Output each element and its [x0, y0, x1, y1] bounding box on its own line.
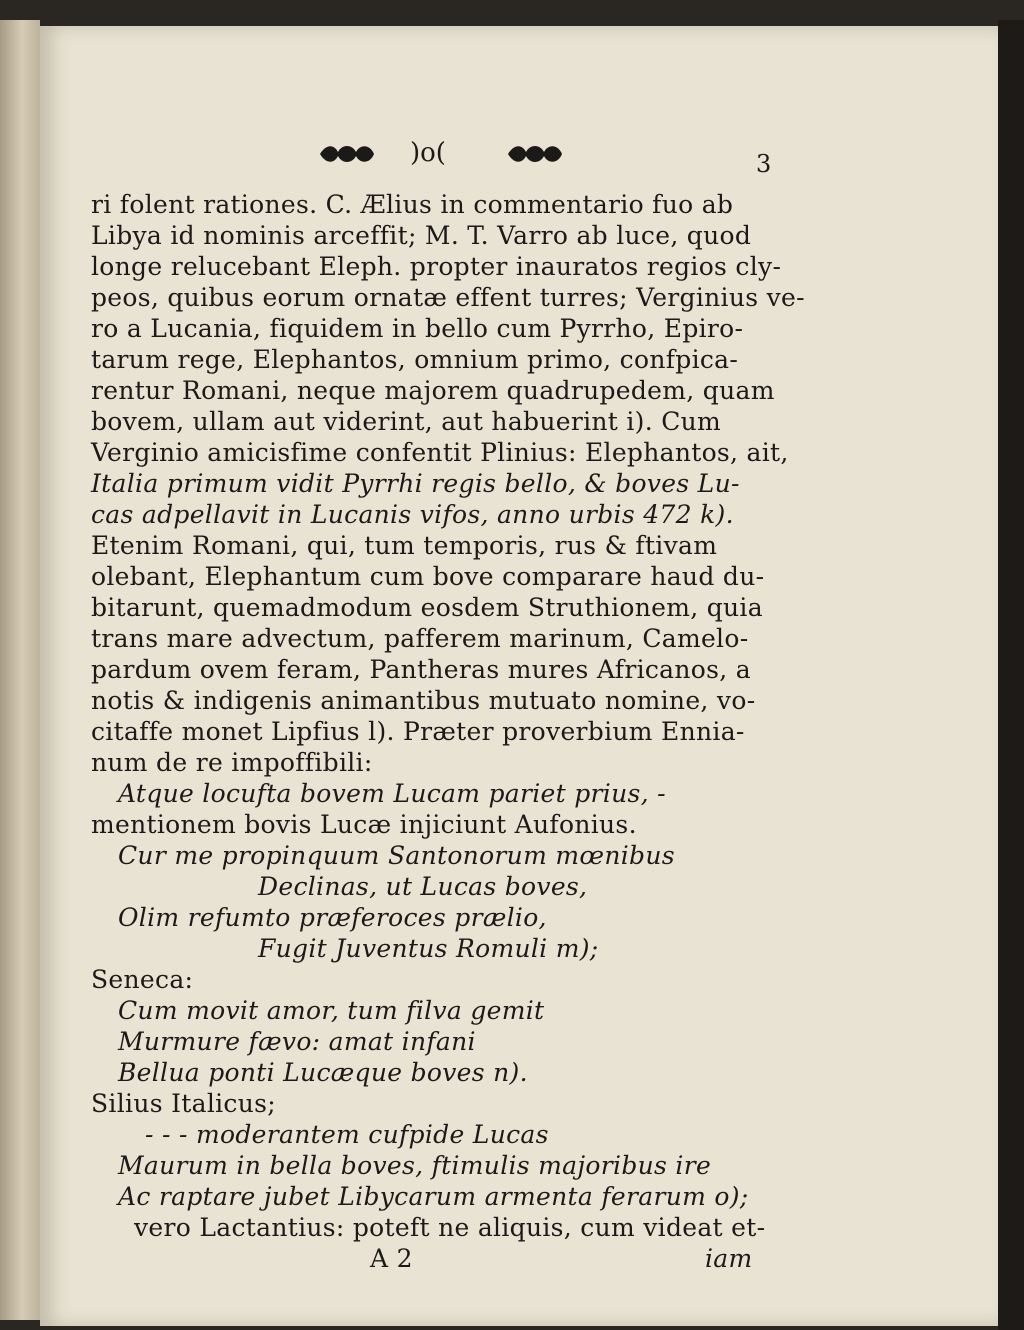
text-line: bovem, ullam aut viderint, aut habuerint i). Cum: [91, 407, 722, 436]
verse-line: Ac raptare jubet Libycarum armenta ferarum o);: [118, 1182, 749, 1211]
text-line: rentur Romani, neque majorem quadrupedem, quam: [91, 376, 775, 405]
verse-line: Cum movit amor, tum filva gemit: [118, 996, 545, 1025]
verse-line: Fugit Juventus Romuli m);: [258, 934, 599, 963]
verse-line: Maurum in bella boves, ftimulis majoribus ire: [118, 1151, 712, 1180]
text-line: Etenim Romani, qui, tum temporis, rus & ftivam: [91, 531, 718, 560]
text-line: peos, quibus eorum ornatæ effent turres; Verginius ve-: [91, 283, 805, 312]
verse-line: Atque locufta bovem Lucam pariet prius, -: [118, 779, 666, 808]
verse-line: - - - moderantem cufpide Lucas: [145, 1120, 549, 1149]
verse-line: Bellua ponti Lucæque boves n).: [118, 1058, 528, 1087]
text-line: vero Lactantius: poteft ne aliquis, cum videat et-: [134, 1213, 766, 1242]
text-line: olebant, Elephantum cum bove comparare haud du-: [91, 562, 765, 591]
ornament-right-icon: [506, 142, 564, 166]
verse-line: Cur me propinquum Santonorum mœnibus: [118, 841, 675, 870]
text-line: pardum ovem feram, Pantheras mures Africanos, a: [91, 655, 751, 684]
left-page-edge: [0, 20, 40, 1320]
text-line: Libya id nominis arceffit; M. T. Varro ab luce, quod: [91, 221, 752, 250]
text-line: mentionem bovis Lucæ injiciunt Aufonius.: [91, 810, 637, 839]
text-line: num de re impoffibili:: [91, 748, 373, 777]
text-line: trans mare advectum, pafferem marinum, Camelo-: [91, 624, 749, 653]
ornament-left-icon: [318, 142, 376, 166]
text-line: Seneca:: [91, 965, 194, 994]
text-line: Verginio amicisfime confentit Plinius: Elephantos, ait,: [91, 438, 789, 467]
text-line: notis & indigenis animantibus mutuato nomine, vo-: [91, 686, 756, 715]
verse-line: Olim refumto præferoces prælio,: [118, 903, 547, 932]
text-line: bitarunt, quemadmodum eosdem Struthionem, quia: [91, 593, 763, 622]
text-line: Silius Italicus;: [91, 1089, 276, 1118]
text-line: longe relucebant Eleph. propter inauratos regios cly-: [91, 252, 782, 281]
text-line: ro a Lucania, fiquidem in bello cum Pyrrho, Epiro-: [91, 314, 744, 343]
text-line: Italia primum vidit Pyrrhi regis bello, & boves Lu-: [91, 469, 740, 498]
text-line: cas adpellavit in Lucanis vifos, anno urbis 472 k).: [91, 500, 734, 529]
verse-line: Declinas, ut Lucas boves,: [258, 872, 588, 901]
text-line: tarum rege, Elephantos, omnium primo, confpica-: [91, 345, 739, 374]
header-ornament-text: )o(: [410, 138, 446, 168]
signature-mark: A 2: [370, 1244, 413, 1273]
page-number: 3: [756, 150, 772, 178]
verse-line: Murmure fævo: amat infani: [118, 1027, 476, 1056]
catchword: iam: [705, 1244, 753, 1273]
text-line: citaffe monet Lipfius l). Præter proverbium Ennia-: [91, 717, 745, 746]
page-header: [318, 138, 578, 174]
text-line: ri folent rationes. C. Ælius in commentario fuo ab: [91, 190, 734, 219]
scan-background: [998, 20, 1024, 1330]
